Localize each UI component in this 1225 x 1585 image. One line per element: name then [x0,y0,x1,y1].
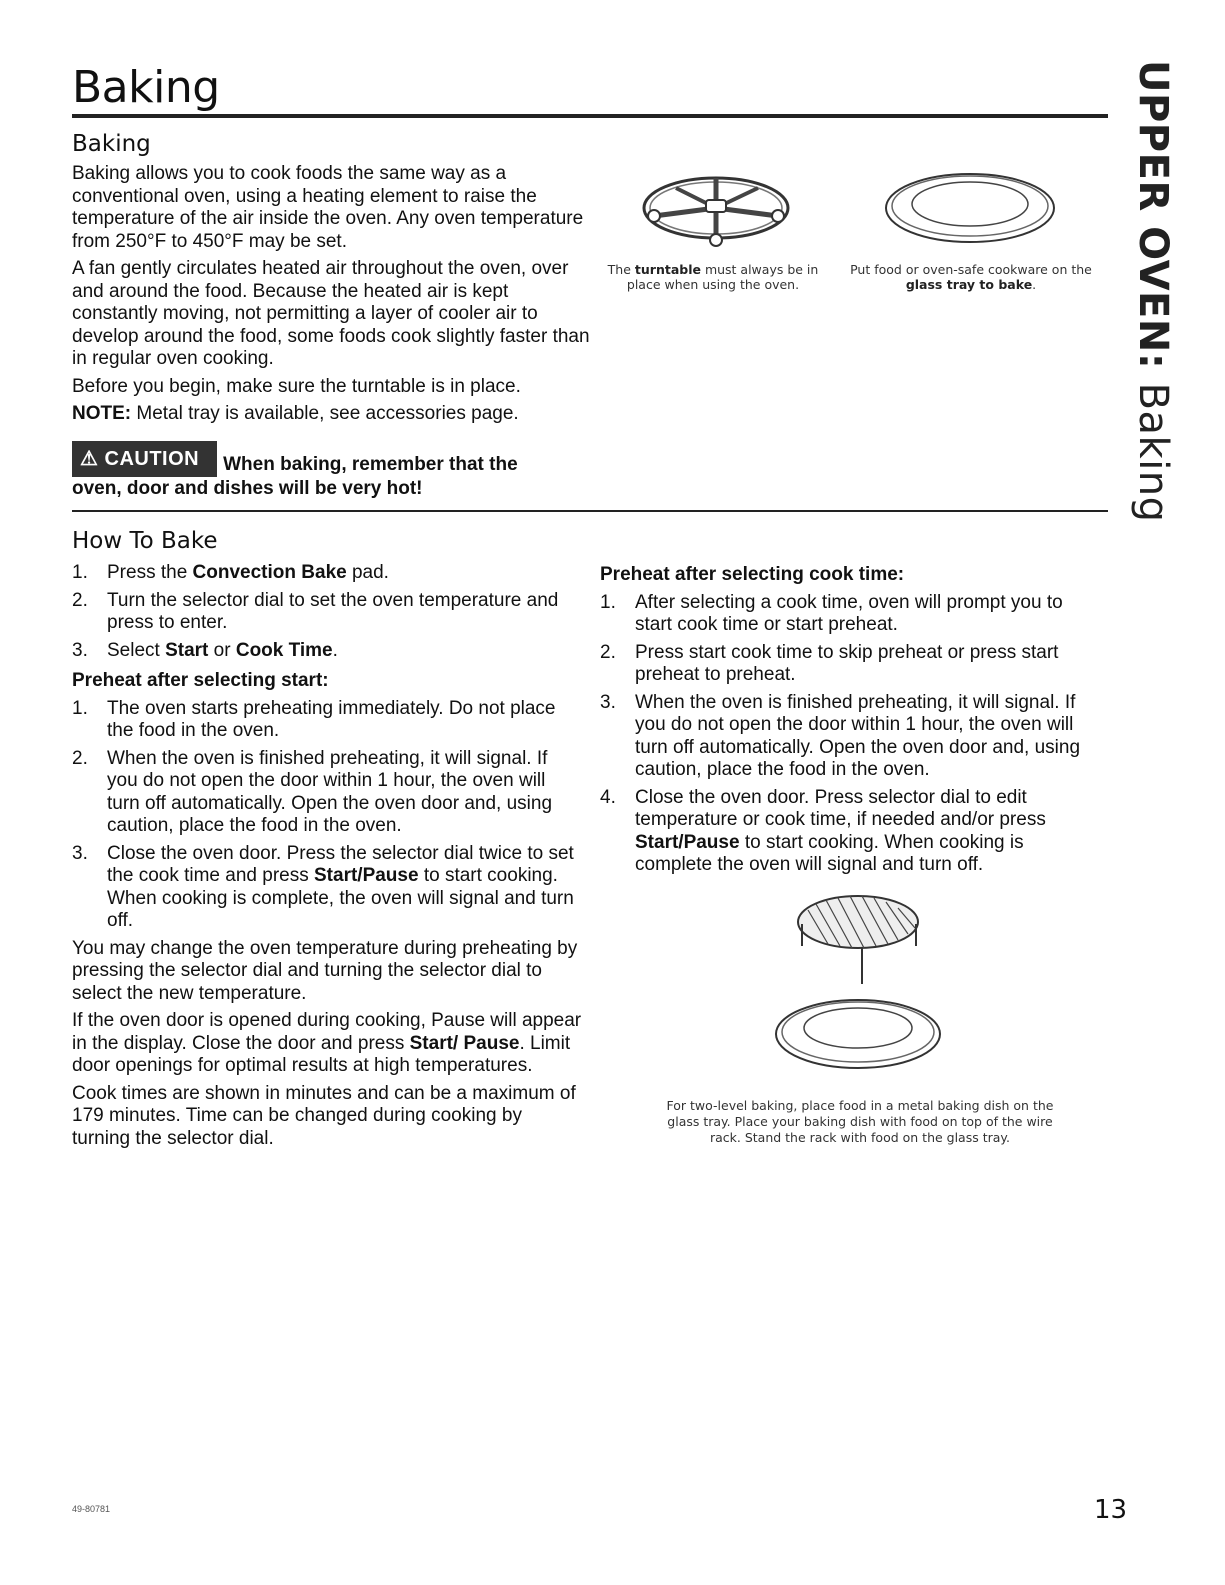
caution-label: CAUTION [104,447,200,470]
preheat-start-heading: Preheat after selecting start: [72,670,329,691]
change-temperature-paragraph: You may change the oven temperature during preheating by pressing the selector dial and turning the selector dial to select the new temperature. [72,937,578,1004]
preheat-cook-step-4-pre: Close the oven door. Press selector dial to edit temperature or cook time, if needed and/or press [635,786,1046,830]
step-3-bold-1: Start [165,639,209,661]
baking-heading: Baking [72,131,151,157]
step-1-post: pad. [346,562,389,583]
glass-tray-illustration [880,168,1060,248]
list-item: 2. When the oven is finished preheating, it will signal. If you do not open the door within 1 hour, the oven will turn off automatically. Open the oven door and, using caution, place the food in the oven. [72,747,553,836]
glass-tray-caption-bold: glass tray to bake [905,277,1033,292]
step-1-pre: Press the [107,562,193,583]
warning-icon: ⚠ [80,447,99,470]
preheat-cook-step-2: Press start cook time to skip preheat or press start preheat to preheat. [635,641,1059,685]
list-item: 3. Select Start or Cook Time. [72,639,338,661]
door-open-pre: If the oven door is opened during cooking, Pause will appear in the display. Close the door and press [72,1010,582,1054]
step-3-bold-2: Cook Time [235,639,333,661]
side-tab [1124,60,1184,523]
baking-paragraph: Baking allows you to cook foods the same way as a conventional oven, using a heating element to raise the temperature of the air inside the oven. Any oven temperature from 250°F to 450°F may be set. [72,163,584,252]
preheat-start-step-3-bold: Start/Pause [314,865,419,886]
glass-tray [776,1000,940,1068]
list-item: 1. The oven starts preheating immediately. Do not place the food in the oven. [72,697,556,741]
caution-text-2: oven, door and dishes will be very hot! [72,477,423,499]
list-item: 3. When the oven is finished preheating, it will signal. If you do not open the door within 1 hour, the oven will turn off automatically. Open the oven door and, using caution, place the food in the oven. [600,691,1081,780]
step-3-pre: Select [107,639,166,661]
step-1-bold: Convection Bake [192,562,347,583]
page-number: 13 [1094,1495,1128,1525]
list-item: 1. After selecting a cook time, oven will prompt you to start cook time or start preheat. [600,591,1063,635]
page-title: Baking [72,62,220,113]
preheat-cook-step-4-bold: Start/Pause [635,831,740,853]
list-item: 2. Press start cook time to skip preheat or press start preheat to preheat. [600,641,1059,685]
step-2-text: Turn the selector dial to set the oven temperature and press to enter. [107,589,559,633]
list-item: 1. Press the Convection Bake pad. [72,562,389,583]
preheat-cook-step-4-post: to start cooking. When cooking is complete the oven will signal and turn off. [635,831,1024,875]
caution-block [72,441,592,501]
preheat-start-step-3-pre: Close the oven door. Press the selector dial twice to set the cook time and press [107,842,574,886]
door-open-paragraph [72,1010,582,1078]
note-paragraph [72,403,592,426]
list-item: 2. Turn the selector dial to set the oven temperature and press to enter. [72,589,559,633]
side-tab-section: UPPER OVEN: [1130,60,1176,370]
side-tab-topic: Baking [1130,369,1176,523]
how-to-right-column [600,564,1090,882]
turntable-illustration [636,168,796,248]
wire-rack [798,896,918,984]
note-label: NOTE: [72,403,132,424]
caution-text-1: When baking, remember that the [223,453,518,475]
note-text: Metal tray is available, see accessories page. [131,403,519,424]
glass-tray-caption [846,262,1096,292]
how-to-bake-heading: How To Bake [72,528,218,554]
turntable-caption-bold: turntable [634,262,701,277]
title-rule [72,114,1108,118]
door-open-bold: Start/ Pause [409,1032,520,1054]
cook-times-paragraph: Cook times are shown in minutes and can be a maximum of 179 minutes. Time can be changed during cooking by turning the selector dial. [72,1082,576,1149]
preheat-start-step-3-post: to start cooking. When cooking is complete, the oven will signal and turn off. [107,865,574,931]
preheat-cook-heading: Preheat after selecting cook time: [600,564,905,585]
caution-badge [72,441,217,477]
turntable-caption-post: must always be in place when using the oven. [626,262,819,292]
turntable-caption [598,262,828,292]
door-open-post: . Limit door openings for optimal results at high temperatures. [72,1032,571,1076]
turntable-caption-pre: The [607,262,635,277]
preheat-cook-step-3: When the oven is finished preheating, it will signal. If you do not open the door within 1 hour, the oven will turn off automatically. Open the oven door and, using caution, place the food in the oven. [635,691,1081,780]
two-level-caption: For two-level baking, place food in a metal baking dish on the glass tray. Place your baking dish with food on top of the wire rack. Stand the rack with food on the glass tray. [666,1098,1054,1145]
document-number: 49-80781 [72,1504,111,1514]
list-item: 3. Close the oven door. Press the selector dial twice to set the cook time and press Start/Pause to start cooking. When cooking is complete, the oven will signal and turn off. [72,842,574,931]
preheat-start-step-2: When the oven is finished preheating, it will signal. If you do not open the door within 1 hour, the oven will turn off automatically. Open the oven door and, using caution, place the food in the oven. [107,747,553,836]
turntable-paragraph: Before you begin, make sure the turntable is in place. [72,375,521,397]
list-item: 4. Close the oven door. Press selector dial to edit temperature or cook time, if needed and/or press Start/Pause to start cooking. When cooking is complete the oven will signal and turn off. [600,786,1046,875]
section-rule [72,510,1108,512]
baking-section [72,131,592,501]
preheat-start-step-1: The oven starts preheating immediately. Do not place the food in the oven. [107,697,556,741]
glass-tray-caption-post: . [1032,277,1037,292]
fan-paragraph: A fan gently circulates heated air throughout the oven, over and around the food. Because the heated air is kept constantly moving, not permitting a layer of cooler air to develop around the food, some foods cook slightly faster than in regular oven cooking. [72,258,590,369]
step-3-mid: or [208,639,236,661]
glass-tray-caption-pre: Put food or oven-safe cookware on the [850,262,1092,277]
preheat-cook-step-1: After selecting a cook time, oven will prompt you to start cook time or start preheat. [635,591,1063,635]
step-3-post: . [332,639,338,661]
two-level-baking-illustration [770,888,950,1088]
how-to-left-column [72,562,582,1150]
